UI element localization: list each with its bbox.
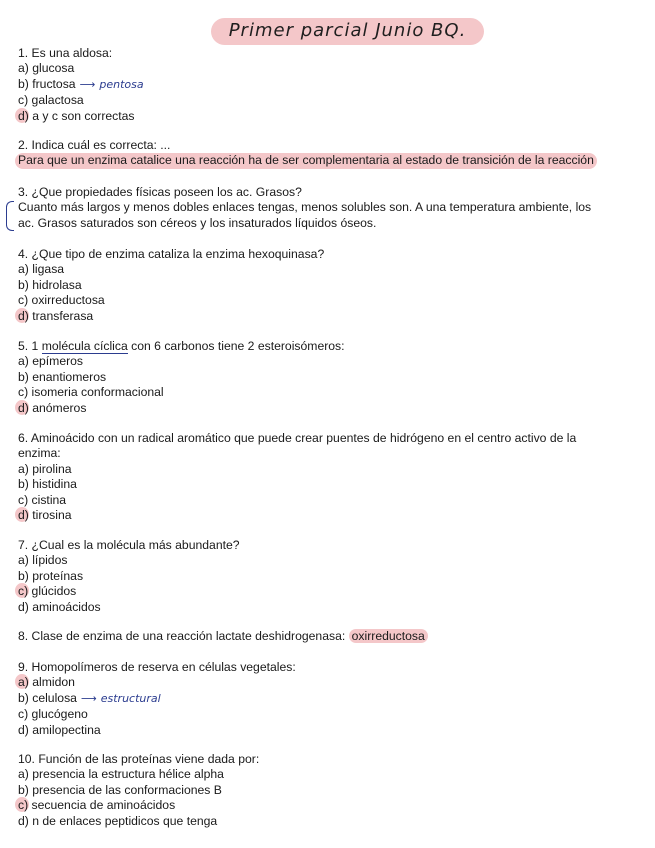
option-a: a) lípidos [18,553,68,568]
option-a: a) presencia la estructura hélice alpha [18,767,224,782]
option-b: b) presencia de las conformaciones B [18,782,222,797]
brace-icon [6,201,14,231]
question-4 [18,247,638,324]
option-b: b) hidrolasa [18,277,82,292]
option-b [18,77,638,93]
question-10 [18,752,638,829]
option-b [18,691,638,707]
option-b: b) histidina [18,477,77,492]
option-d: d) n de enlaces peptidicos que tenga [18,813,218,828]
answer-highlighted: Para que un enzima catalice una reacción ha de ser complementaria al estado de transición de la reacción [15,153,597,168]
answer-line-2: ac. Grasos saturados son céreos y los insaturados líquidos óseos. [18,215,377,230]
option-d-selected: d) transferasa [18,309,638,324]
option-a: a) glucosa [18,61,75,76]
option-d: d) aminoácidos [18,599,101,614]
question-stem-line [18,629,638,644]
question-1 [18,46,638,124]
option-a: a) ligasa [18,262,65,277]
arrow-icon: ⟶ [80,692,97,705]
question-stem: 2. Indica cuál es correcta: ... [18,138,171,152]
option-c-selected: c) secuencia de aminoácidos [18,798,638,813]
option-b: b) proteínas [18,568,84,583]
answer-line-1: Cuanto más largos y menos dobles enlaces tengas, menos solubles son. A una temperatura ambiente, los [18,200,592,215]
title-highlight [211,18,485,45]
stem-suffix: con 6 carbonos tiene 2 esteroisómeros: [127,339,345,353]
option-c: c) galactosa [18,93,84,108]
question-stem [18,339,638,354]
arrow-icon: ⟶ [79,78,96,91]
question-stem: 4. ¿Que tipo de enzima cataliza la enzima hexoquinasa? [18,247,325,261]
option-c-selected: c) glúcidos [18,584,638,599]
question-9 [18,660,638,738]
question-stem: 7. ¿Cual es la molécula más abundante? [18,538,240,552]
option-a-selected: a) almidon [18,675,638,690]
question-stem: 3. ¿Que propiedades físicas poseen los ac. Grasos? [18,185,302,199]
option-d-selected: d) tirosina [18,508,638,523]
option-c: c) glucógeno [18,707,88,722]
handwritten-note: pentosa [99,77,144,91]
question-stem: 8. Clase de enzima de una reacción lactate deshidrogenasa: [18,629,349,643]
answer-highlighted: oxirreductosa [349,629,428,643]
option-d: d) amilopectina [18,722,101,737]
underlined-term: molécula cíclica [41,339,128,353]
question-2 [18,138,638,169]
option-d-selected: d) anómeros [18,401,638,416]
handwritten-note: estructural [100,691,161,705]
option-c: c) isomeria conformacional [18,385,164,400]
question-7 [18,538,638,615]
question-stem-line-2: enzima: [18,446,61,461]
question-stem: 9. Homopolímeros de reserva en células vegetales: [18,660,296,674]
title-area [0,18,655,45]
option-d-selected: d) a y c son correctas [18,109,638,124]
option-c: c) cistina [18,492,67,507]
option-text: b) celulosa [18,690,77,705]
question-stem-line-1: 6. Aminoácido con un radical aromático que puede crear puentes de hidrógeno en el centro activo de la [18,431,577,445]
question-3 [18,185,638,231]
question-stem: 10. Función de las proteínas viene dada por: [18,752,260,766]
option-a: a) epímeros [18,354,84,369]
option-a: a) pirolina [18,461,72,476]
option-b: b) enantiomeros [18,369,107,384]
stem-prefix: 5. 1 [18,339,42,353]
option-c: c) oxirreductosa [18,293,105,308]
question-6 [18,431,638,523]
question-8 [18,629,638,644]
question-5 [18,339,638,416]
page-title: Primer parcial Junio BQ. [228,20,467,41]
answer-block [18,200,638,231]
question-stem: 1. Es una aldosa: [18,46,113,60]
option-text: b) fructosa [18,76,76,91]
